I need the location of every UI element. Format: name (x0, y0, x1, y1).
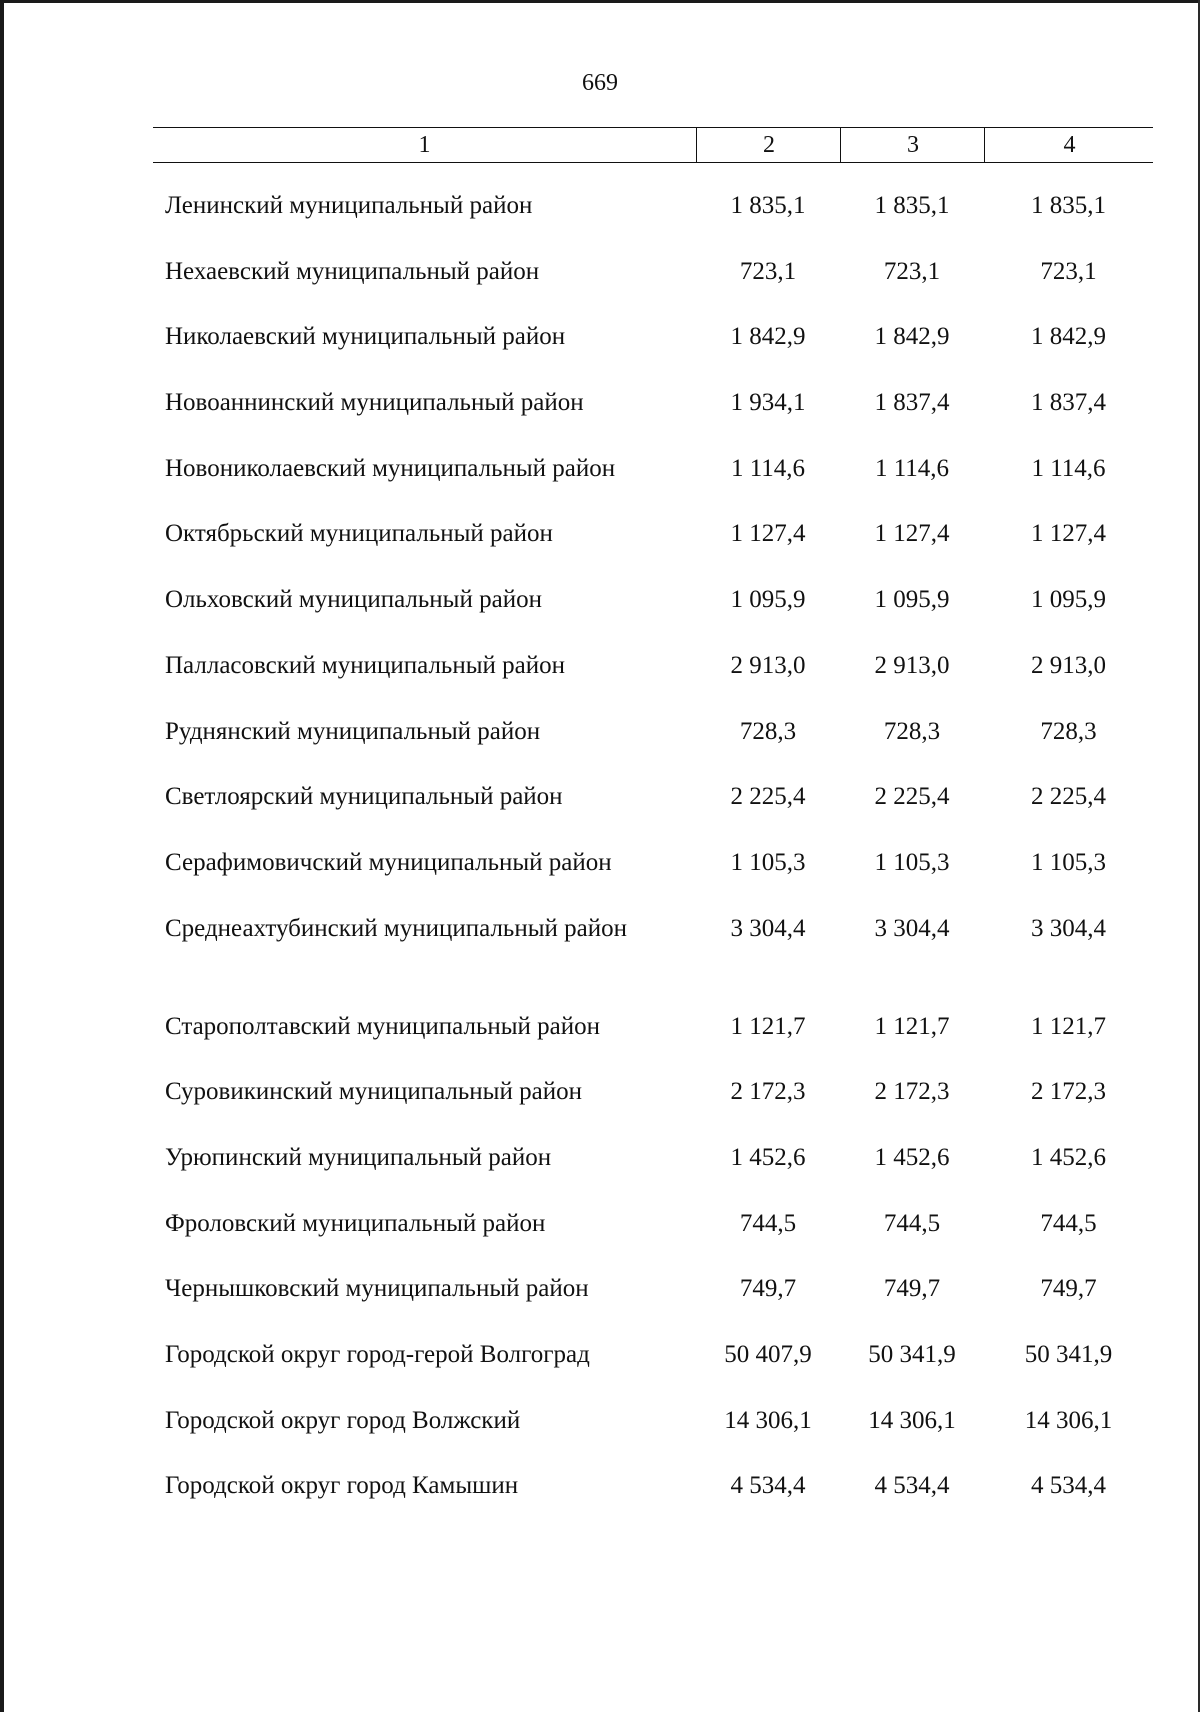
row-value-col-2: 1 452,6 (730, 1143, 806, 1171)
row-value-col-4: 1 105,3 (1031, 848, 1106, 876)
row-name: Серафимовичский муниципальный район (165, 848, 612, 876)
scan-edge-top (0, 0, 1200, 3)
row-value-col-4: 1 837,4 (1031, 389, 1106, 417)
row-value-col-3: 728,3 (883, 717, 941, 745)
table-row (0, 453, 1200, 519)
row-value-col-4: 1 114,6 (1031, 454, 1106, 482)
row-value-col-4: 14 306,1 (1024, 1406, 1113, 1434)
row-name: Нехаевский муниципальный район (165, 257, 540, 285)
table-row (0, 1142, 1200, 1208)
row-name: Ленинский муниципальный район (165, 192, 533, 219)
column-header-1: 1 (418, 132, 431, 158)
row-value-col-4: 2 913,0 (1031, 651, 1106, 679)
row-value-col-3: 3 304,4 (874, 914, 950, 942)
table-row (0, 1076, 1200, 1142)
row-name: Николаевский муниципальный район (165, 323, 566, 351)
row-name: Суровикинский муниципальный район (165, 1078, 582, 1106)
table-row (0, 913, 1200, 1011)
row-value-col-3: 723,1 (883, 257, 941, 285)
table-header (153, 127, 1153, 163)
row-value-col-4: 1 121,7 (1031, 1012, 1106, 1040)
row-value-col-2: 1 121,7 (730, 1012, 806, 1040)
row-value-col-2: 1 934,1 (730, 389, 806, 417)
table-row (0, 781, 1200, 847)
row-value-col-2: 744,5 (739, 1209, 797, 1237)
row-name: Урюпинский муниципальный район (165, 1143, 552, 1171)
row-value-col-4: 2 172,3 (1031, 1078, 1106, 1106)
table-row (0, 387, 1200, 453)
row-value-col-2: 2 913,0 (730, 651, 806, 679)
row-name: Чернышковский муниципальный район (165, 1275, 589, 1303)
row-value-col-4: 4 534,4 (1031, 1472, 1106, 1500)
row-value-col-3: 1 842,9 (874, 323, 950, 351)
table-row (0, 650, 1200, 716)
row-value-col-3: 1 127,4 (874, 520, 950, 548)
row-value-col-2: 1 114,6 (730, 454, 806, 482)
row-value-col-3: 14 306,1 (868, 1406, 956, 1434)
row-value-col-2: 749,7 (739, 1275, 797, 1303)
table-row (0, 1011, 1200, 1077)
table-row (0, 716, 1200, 782)
row-value-col-2: 50 407,9 (724, 1341, 812, 1368)
row-value-col-3: 1 105,3 (874, 848, 950, 876)
row-value-col-2: 3 304,4 (730, 914, 806, 942)
table-row (0, 584, 1200, 650)
row-name: Ольховский муниципальный район (165, 586, 542, 614)
column-header-4: 4 (984, 128, 1154, 162)
row-name: Городской округ город Волжский (165, 1406, 521, 1434)
row-name: Светлоярский муниципальный район (165, 783, 563, 811)
row-value-col-3: 1 452,6 (874, 1143, 950, 1171)
row-name: Новониколаевский муниципальный район (165, 454, 616, 482)
row-value-col-2: 4 534,4 (730, 1472, 806, 1500)
row-value-col-3: 744,5 (883, 1209, 941, 1237)
page-number: 669 (582, 70, 618, 96)
row-value-col-4: 744,5 (1040, 1209, 1097, 1237)
table-body (0, 190, 1200, 1536)
row-value-col-4: 2 225,4 (1031, 783, 1106, 811)
row-value-col-4: 1 127,4 (1031, 520, 1106, 548)
row-value-col-4: 1 452,6 (1031, 1143, 1106, 1171)
row-value-col-2: 1 127,4 (730, 520, 806, 548)
table-row (0, 1273, 1200, 1339)
column-header-2: 2 (696, 128, 841, 162)
row-value-col-3: 1 095,9 (874, 586, 950, 614)
row-value-col-2: 723,1 (739, 257, 797, 285)
row-name: Старополтавский муниципальный район (165, 1012, 600, 1040)
row-value-col-4: 749,7 (1040, 1275, 1097, 1303)
row-value-col-2: 1 095,9 (730, 586, 806, 614)
table-row (0, 256, 1200, 322)
row-value-col-4: 1 095,9 (1031, 586, 1106, 614)
column-header-3: 3 (840, 128, 985, 162)
row-value-col-2: 2 172,3 (730, 1078, 806, 1106)
row-value-col-3: 1 121,7 (874, 1012, 950, 1040)
row-value-col-3: 1 837,4 (874, 389, 950, 417)
row-value-col-4: 1 842,9 (1031, 323, 1106, 351)
row-value-col-3: 1 835,1 (874, 192, 950, 219)
row-value-col-3: 2 172,3 (874, 1078, 950, 1106)
table-row (0, 1339, 1200, 1405)
table-row (0, 1208, 1200, 1274)
table-row (0, 518, 1200, 584)
row-value-col-3: 1 114,6 (874, 454, 950, 482)
row-value-col-2: 2 225,4 (730, 783, 806, 811)
table-row (0, 1470, 1200, 1536)
row-name: Руднянский муниципальный район (165, 717, 541, 745)
row-value-col-4: 1 835,1 (1031, 192, 1106, 219)
row-value-col-2: 728,3 (739, 717, 797, 745)
table-row (0, 1405, 1200, 1471)
row-name: Городской округ город Камышин (165, 1472, 519, 1500)
row-name: Среднеахтубинский муниципальный район (165, 914, 627, 942)
row-value-col-3: 2 913,0 (874, 651, 950, 679)
row-value-col-4: 723,1 (1040, 257, 1097, 285)
row-value-col-2: 1 842,9 (730, 323, 806, 351)
row-value-col-2: 14 306,1 (724, 1406, 812, 1434)
row-name: Фроловский муниципальный район (165, 1209, 546, 1237)
table-row (0, 847, 1200, 913)
row-value-col-4: 3 304,4 (1031, 914, 1106, 942)
row-value-col-3: 2 225,4 (874, 783, 950, 811)
row-name: Октябрьский муниципальный район (165, 520, 553, 548)
row-value-col-2: 1 835,1 (730, 192, 806, 219)
row-value-col-3: 50 341,9 (868, 1341, 956, 1368)
row-name: Палласовский муниципальный район (165, 651, 565, 679)
row-name: Городской округ город-герой Волгоград (165, 1341, 590, 1368)
row-value-col-3: 749,7 (883, 1275, 941, 1303)
table-row (0, 190, 1200, 256)
row-value-col-4: 728,3 (1040, 717, 1097, 745)
row-value-col-2: 1 105,3 (730, 848, 806, 876)
table-row (0, 321, 1200, 387)
row-value-col-4: 50 341,9 (1024, 1341, 1113, 1368)
row-value-col-3: 4 534,4 (874, 1472, 950, 1500)
row-name: Новоаннинский муниципальный район (165, 389, 584, 417)
